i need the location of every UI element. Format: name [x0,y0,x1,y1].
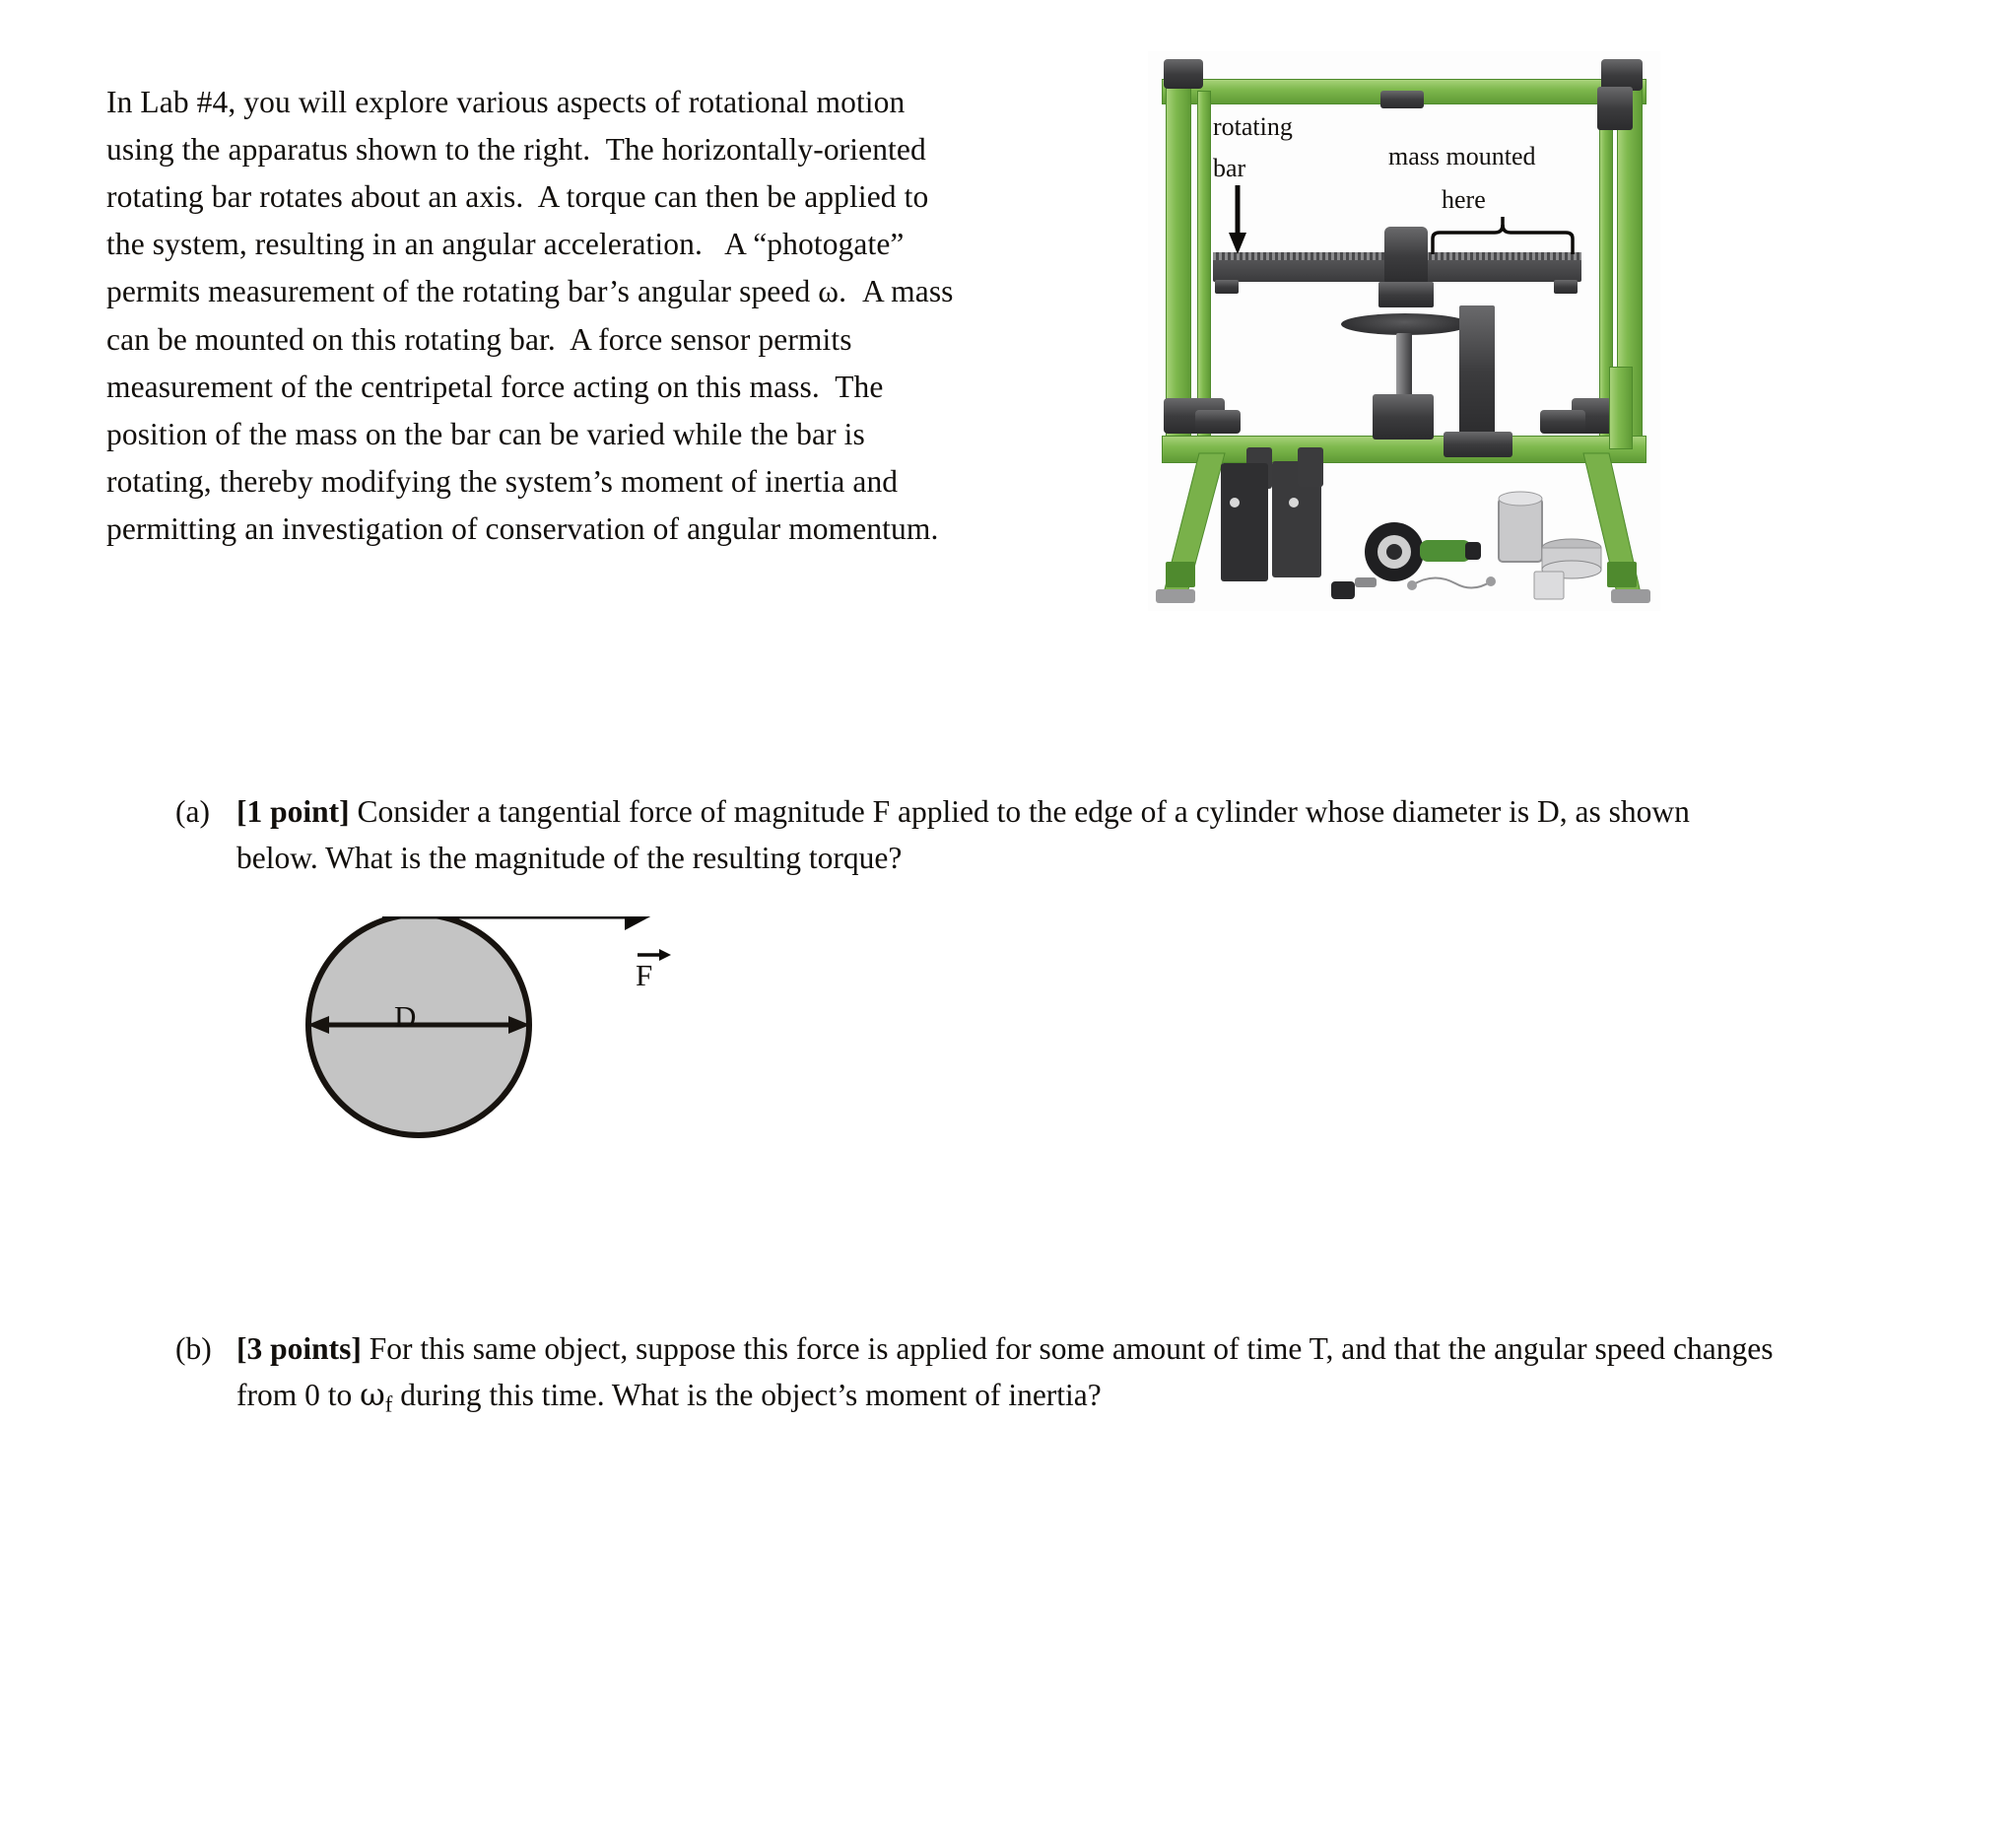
rotor-shaft [1396,333,1412,398]
apparatus-accessories [1148,438,1660,611]
force-sensor-post [1459,305,1495,440]
cylinder-diagram [286,916,700,1212]
top-left-corner-hardware [1164,59,1203,89]
force-arrowhead [625,916,654,930]
bottom-right-bracket-2 [1540,410,1585,434]
omega-subscript: f [384,1391,393,1417]
mass-mounted-brace-icon [1430,217,1576,256]
bottom-left-bracket-2 [1195,410,1241,434]
force-label: F [636,958,653,992]
frame-left-vertical-rail [1166,79,1191,451]
photogate-disk [1341,313,1469,335]
intro-section [0,0,2016,631]
diameter-label: D [394,999,417,1034]
label-mass-mounted-line1: mass mounted [1388,142,1536,170]
rotating-bar-left-end-cap [1215,280,1239,294]
question-a [175,788,1772,881]
question-b-body [236,1325,1831,1427]
label-rotating-bar-line1: rotating [1213,112,1293,141]
omega-symbol: ω [360,1378,385,1413]
question-b-text-before: For this same object, suppose this force is applied for some amount of time T, and that the angular speed changes from 0 to [236,1331,1774,1412]
question-a-marker: (a) [175,794,210,829]
force-label-group [636,946,675,993]
question-a-body [236,788,1772,881]
rotor-mount-block [1378,282,1434,307]
rotating-bar-arrow-icon [1223,185,1252,256]
label-rotating-bar-line2: bar [1213,154,1246,182]
top-right-bracket [1597,87,1633,130]
rotating-bar-right-end-cap [1554,280,1578,294]
question-a-points: [1 point] [236,794,350,829]
question-b-text-after: during this time. What is the object’s moment of inertia? [392,1378,1102,1412]
question-b [175,1325,1831,1427]
top-center-bracket [1380,91,1424,108]
question-b-points: [3 points] [236,1331,362,1366]
apparatus-photo [1148,51,1660,611]
label-mass-mounted-line2: here [1442,185,1486,214]
intro-paragraph: In Lab #4, you will explore various aspects of rotational motion using the apparatus shown to the right. The horizontally-oriented rotating bar rotates about an axis. A torque can then be applied to the system, resulting in an angular acceleration. A “photogate” permits measurement of the rotating bar’s angular speed ω. A mass can be mounted on this rotating bar. A force sensor permits measurement of the centripetal force acting on this mass. The position of the mass on the bar can be varied while the bar is rotating, thereby modifying the system’s moment of inertia and permitting an investigation of conservation of angular momentum. [106,84,962,547]
rotor-base-cylinder [1373,394,1434,440]
rotor-hub [1384,227,1428,286]
question-a-text: Consider a tangential force of magnitude F applied to the edge of a cylinder whose diameter is D, as shown below. What is the magnitude of the resulting torque? [236,794,1690,875]
question-b-marker: (b) [175,1331,212,1366]
